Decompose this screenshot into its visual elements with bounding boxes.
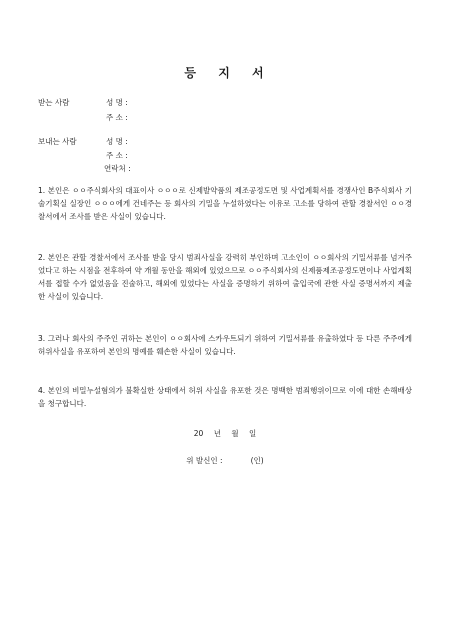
sender-name-label: 성 명 : <box>106 137 128 146</box>
sender-party-label: 보내는 사람 <box>38 137 77 146</box>
date-line: 20 년 월 일 <box>193 429 257 438</box>
paragraph-number: 1. <box>38 186 46 195</box>
sender-address-label: 주 소 : <box>106 151 128 160</box>
paragraph-2 <box>38 251 412 303</box>
recipient-party-label: 받는 사람 <box>38 98 70 107</box>
paragraph-4 <box>38 384 412 410</box>
sender-signature-line <box>0 455 450 466</box>
paragraph-3 <box>38 332 412 358</box>
recipient-name-label: 성 명 : <box>106 98 128 107</box>
sender-signature-label: 위 발신인 : <box>186 456 223 465</box>
paragraph-text: 그러나 회사의 주주인 귀하는 본인이 ㅇㅇ회사에 스카우트되기 위하여 기밀서류를 유출하였다 등 다른 주주에게 허위사실을 유포하여 본인의 명예를 훼손한 사실이 있습니다. <box>38 334 412 356</box>
paragraph-1 <box>38 184 412 223</box>
paragraph-number: 2. <box>38 253 46 262</box>
paragraph-number: 4. <box>38 386 46 395</box>
paragraph-number: 3. <box>38 334 46 343</box>
seal-mark: (인) <box>250 456 264 465</box>
recipient-address-label: 주 소 : <box>106 113 128 122</box>
document-title: 등 지 서 <box>184 66 266 80</box>
paragraph-text: 본인은 ㅇㅇ주식회사의 대표이사 ㅇㅇㅇ로 신제발약품의 제조공정도면 및 사업계획서를 경쟁사인 B주식회사 기술기획실 실장인 ㅇㅇㅇ에게 건네주는 등 회사의 기밀을 누설하였다는 이유로 고소를 당하여 관할 경찰서인 ㅇㅇ경찰서에서 조사를 받은 사실이 있습니다. <box>38 186 412 221</box>
sender-contact-label: 연락처 : <box>104 164 131 173</box>
paragraph-text: 본인의 비밀누설혐의가 불확실한 상태에서 허위 사실을 유포한 것은 명백한 범죄행위이므로 이에 대한 손해배상을 청구합니다. <box>38 386 412 408</box>
paragraph-text: 본인은 관할 경찰서에서 조사를 받을 당시 범죄사실을 강력히 부인하며 고소인이 ㅇㅇ회사의 기밀서류를 넘겨주었다고 하는 시점을 전후하여 약 개월 동안을 해외에 있었으므로 ㅇㅇ주식회사의 신제품제조공정도면이나 사업계획서를 접할 수가 없었음을 진술하고, 해외에 있었다는 사실을 증명하기 위하여 출입국에 관한 사실 증명서까지 제출한 사실이 있습니다. <box>38 253 412 301</box>
